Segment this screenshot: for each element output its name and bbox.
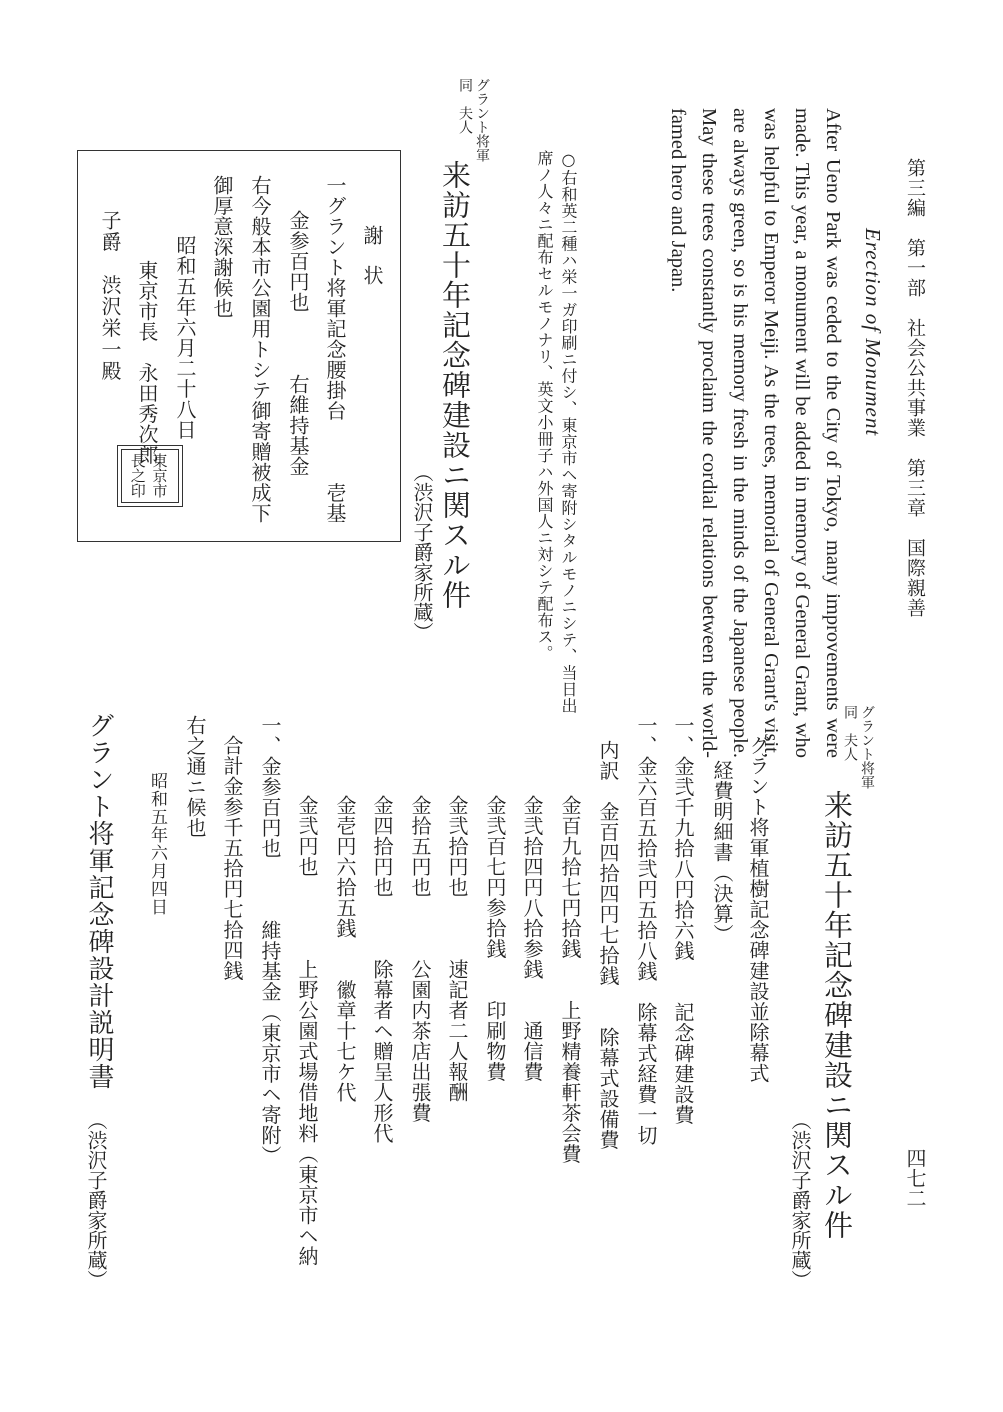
bottom-subtitle-2: 経費明細書（決算）: [710, 760, 734, 945]
breakdown-2: 金弐拾四円八拾参銭 通信費: [520, 795, 544, 1082]
item-1: 一、金弐千九拾八円拾六銭 記念碑建設費: [671, 715, 695, 1125]
seal-text: 東京市長之印: [128, 453, 169, 498]
breakdown-4: 金弐拾円也 速記者二人報酬: [445, 795, 469, 1103]
letter-date: 昭和五年六月二十八日: [173, 235, 197, 440]
bottom-title-main: 来訪五十年記念碑建設ニ関スル件: [820, 790, 854, 1240]
breakdown-3: 金弐百七円参拾銭 印刷物費: [483, 795, 507, 1082]
breakdown-5: 金拾五円也 公園内茶店出張費: [408, 795, 432, 1123]
english-title-wrap: [860, 228, 885, 436]
doc-title-main: 来訪五十年記念碑建設ニ関スル件: [438, 160, 472, 610]
bottom-date: 昭和五年六月四日: [147, 772, 167, 916]
bottom-subtitle-1: グラント将軍植樹記念碑建設並除幕式: [746, 735, 770, 1084]
closing: 右之通ニ候也: [183, 715, 207, 838]
letter-sender: 東京市長 永田秀次郎: [135, 260, 159, 465]
source-note: （渋沢子爵家所蔵）: [410, 462, 434, 642]
letter-line-3: 右今般本市公園用トシテ御寄贈被成下: [248, 175, 272, 524]
doc-title-small-top: グラント将軍: [474, 78, 490, 162]
letter-addressee: 子爵 渋沢栄一殿: [98, 210, 122, 382]
last-source: （渋沢子爵家所蔵）: [84, 1110, 108, 1290]
english-title: Erection of Monument: [861, 228, 885, 437]
breakdown-6: 金四拾円也 除幕者ヘ贈呈人形代: [370, 795, 394, 1144]
city-seal-inner: [121, 449, 179, 503]
page-number: 四七二: [903, 1148, 927, 1208]
item-3: 一、金参百円也 維持基金（東京市ヘ寄附）: [258, 715, 282, 1166]
english-body: After Ueno Park was ceded to the City of Tokyo, many improvements were made. This year, a monument will be added in memory of General Grant, who was helpful to Emperor Meiji. As the trees, memorial of General Grant's visit, are always green, so is his memory fresh in the minds of the Japanese people. May these trees constantly proclaim the cordial relations between the world-famed hero and Japan.: [667, 108, 844, 758]
breakdown-7: 金壱円六拾五銭 徽章十七ケ代: [333, 795, 357, 1103]
note-line-1: ○右和英二種ハ栄一ガ印刷ニ付シ、東京市ヘ寄附シタルモノニシテ、当日出: [559, 150, 578, 714]
breakdown-8: 金弐円也 上野公園式場借地料（東京市ヘ納: [295, 795, 319, 1267]
letter-heading: 謝 状: [360, 225, 384, 285]
letter-line-1: 一グラント将軍記念腰掛台 壱基: [323, 175, 347, 524]
letter-line-2: 金参百円也 右維持基金: [286, 210, 310, 477]
letter-line-4: 御厚意深謝候也: [210, 175, 234, 319]
breakdown-label: 内訳 金百四拾四円七拾銭 除幕式設備費: [596, 740, 620, 1150]
last-doc-title: グラント将軍記念碑設計説明書: [84, 712, 114, 1090]
doc-title-small-bottom: 同 夫人: [457, 78, 473, 134]
note-line-2: 席ノ人々ニ配布セルモノナリ、英文小冊子ハ外国人ニ対シテ配布ス。: [535, 150, 554, 662]
item-2: 一、金六百五拾弐円五拾八銭 除幕式経費一切: [634, 715, 658, 1146]
breakdown-1: 金百九拾七円拾銭 上野精養軒茶会費: [558, 795, 582, 1164]
bottom-title-small-bottom: 同 夫人: [842, 705, 858, 761]
total: 合計金参千五拾円七拾四銭: [220, 735, 244, 981]
bottom-title-small-top: グラント将軍: [859, 705, 875, 789]
city-seal: [117, 445, 183, 507]
running-title: 第三編 第一部 社会公共事業 第三章 国際親善: [904, 158, 926, 618]
english-body-wrap: [662, 108, 848, 758]
bottom-source: （渋沢子爵家所蔵）: [788, 1110, 812, 1290]
